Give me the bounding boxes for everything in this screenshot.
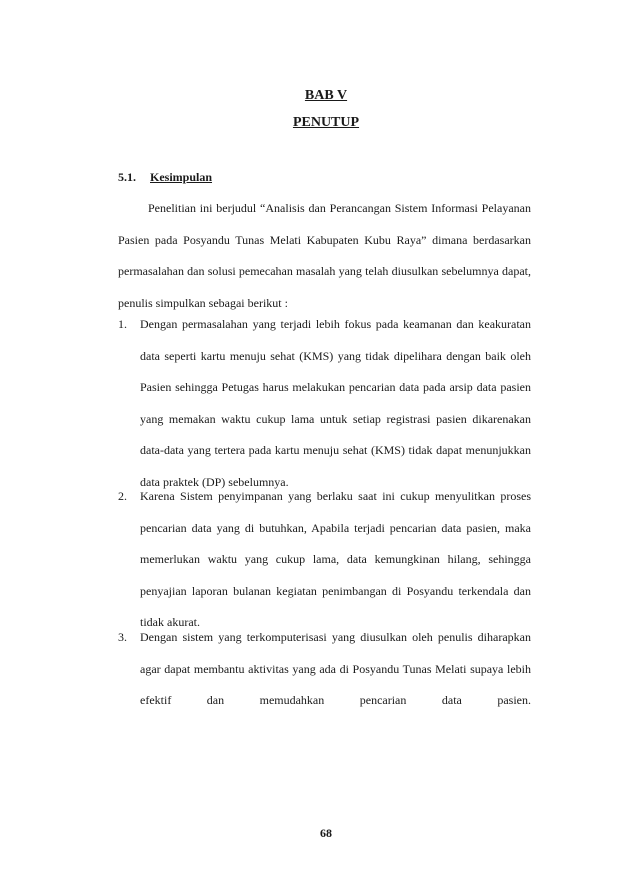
conclusion-text: Dengan permasalahan yang terjadi lebih fokus pada keamanan dan keakuratan data seperti kartu menuju sehat (KMS) yang tidak dipelihara dengan baik oleh Pasien sehingga Petugas harus melakukan pencarian data pada arsip data pasien yang memakan waktu cukup lama untuk setiap registrasi pasien dikarenakan data-data yang tertera pada kartu menuju sehat (KMS) tidak dapat menunjukkan data praktek (DP) sebelumnya. — [140, 317, 531, 489]
conclusion-item-1 — [118, 309, 531, 498]
conclusion-number: 1. — [118, 317, 127, 331]
intro-text: Penelitian ini berjudul “Analisis dan Perancangan Sistem Informasi Pelayanan Pasien pada Posyandu Tunas Melati Kabupaten Kubu Raya” dimana berdasarkan permasalahan dan solusi pemecahan masalah yang telah diusulkan sebelumnya dapat, penulis simpulkan sebagai berikut : — [118, 201, 531, 310]
conclusion-number: 3. — [118, 630, 127, 644]
intro-paragraph — [118, 193, 531, 319]
conclusion-text: Karena Sistem penyimpanan yang berlaku saat ini cukup menyulitkan proses pencarian data yang di butuhkan, Apabila terjadi pencarian data pasien, maka memerlukan waktu yang cukup lama, data kemungkinan hilang, sehingga penyajian laporan bulanan kegiatan penimbangan di Posyandu terkendala dan tidak akurat. — [140, 489, 531, 629]
conclusion-item-2 — [118, 481, 531, 639]
page-number: 68 — [320, 826, 332, 840]
conclusion-number: 2. — [118, 489, 127, 503]
conclusion-item-3 — [118, 622, 531, 717]
section-heading — [118, 170, 212, 185]
conclusion-text: Dengan sistem yang terkomputerisasi yang diusulkan oleh penulis diharapkan agar dapat membantu aktivitas yang ada di Posyandu Tunas Melati supaya lebih efektif dan memudahkan pencarian data pasien. — [140, 630, 531, 707]
chapter-subtitle: PENUTUP — [292, 115, 360, 130]
section-number: 5.1. — [118, 170, 136, 184]
section-title: Kesimpulan — [150, 170, 213, 184]
chapter-title: BAB V — [304, 88, 348, 103]
